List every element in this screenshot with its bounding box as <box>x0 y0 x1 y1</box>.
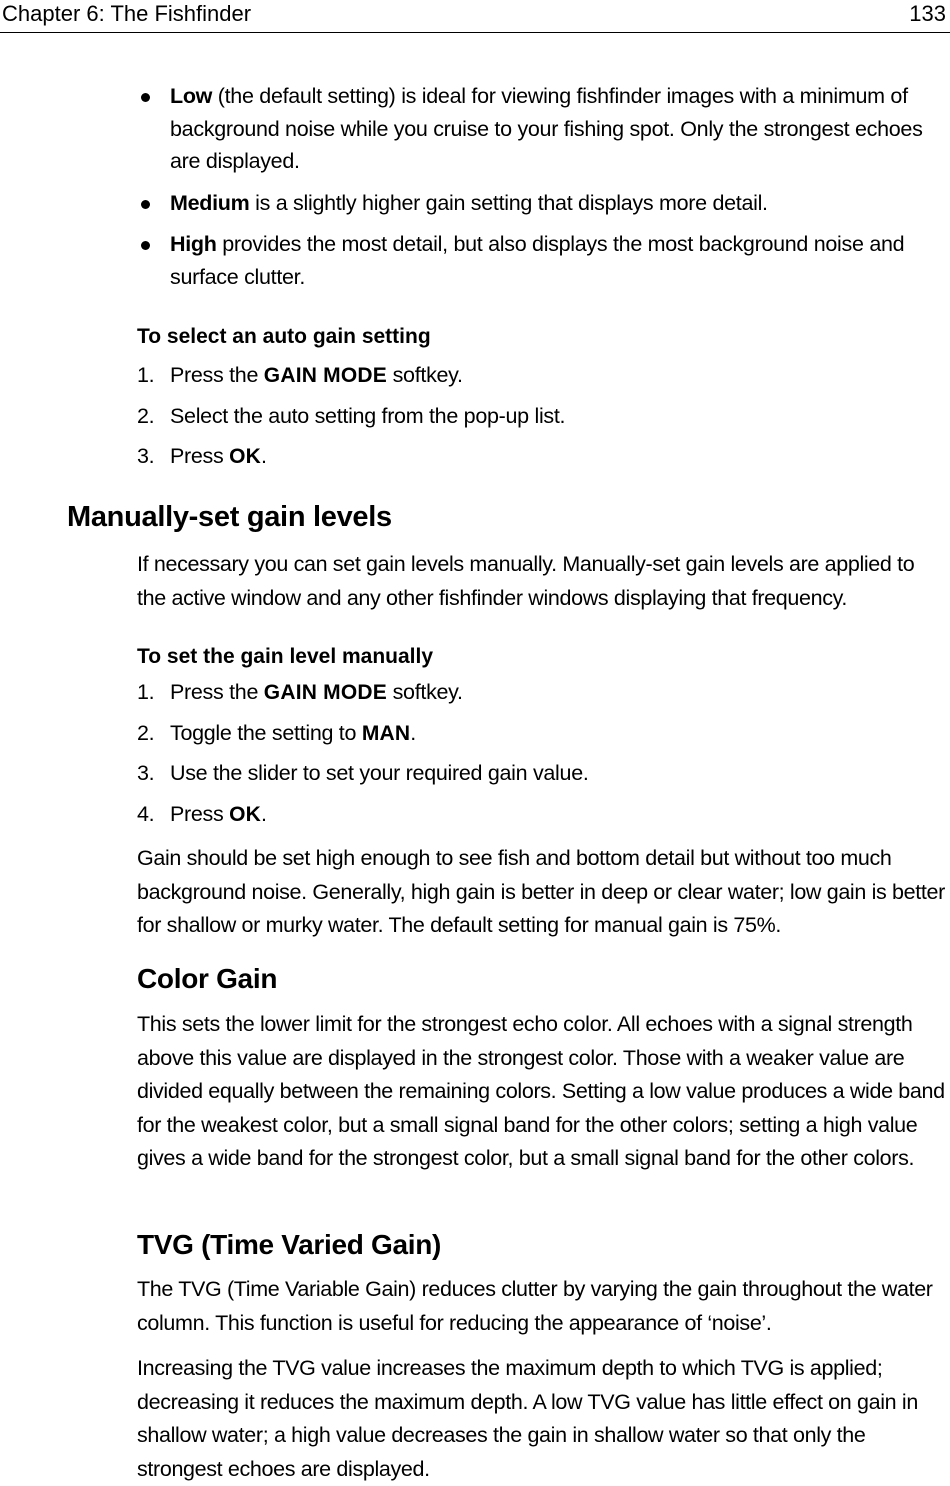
softkey-label: OK <box>229 802 262 826</box>
step-text: Press <box>170 801 230 826</box>
auto-gain-steps <box>137 360 937 482</box>
step-text: . <box>261 801 267 826</box>
manual-gain-steps <box>137 677 937 839</box>
step-item <box>137 441 937 482</box>
section-heading: TVG (Time Varied Gain) <box>137 1229 442 1260</box>
page-number: 133 <box>909 1 946 26</box>
step-item <box>137 799 937 840</box>
step-text: Use the slider to set your required gain value. <box>170 761 589 785</box>
step-text: Press <box>170 444 230 468</box>
step-item <box>137 718 937 759</box>
tvg-paragraph-2: Increasing the TVG value increases the maximum depth to which TVG is applied; decreasing it reduces the maximum depth. A low TVG value has little effect on gain in shallow water; a high value decreases the gain in shallow water so that only the strongest echoes are displayed. <box>137 1356 918 1481</box>
softkey-label: OK <box>229 445 262 468</box>
option-term: Medium <box>170 190 250 215</box>
procedure-title: To set the gain level manually <box>137 645 434 668</box>
list-item <box>138 228 948 293</box>
step-item <box>137 758 937 799</box>
step-text: Press the <box>170 363 264 387</box>
step-number: 2. <box>137 720 155 745</box>
chapter-title: Chapter 6: The Fishfinder <box>2 1 252 26</box>
tvg-paragraph-1: The TVG (Time Variable Gain) reduces clutter by varying the gain throughout the water column. This function is useful for reducing the appearance of ‘noise’. <box>137 1277 933 1335</box>
color-gain-text: This sets the lower limit for the strongest echo color. All echoes with a signal strength above this value are displayed in the strongest color. Those with a weaker value are divided equally between the remaining colors. Setting a low value produces a wide band for the weakest color, but a small signal band for the other colors; setting a high value gives a wide band for the strongest color, but a small signal band for the other colors. <box>137 1012 945 1170</box>
option-text: provides the most detail, but also displays the most background noise and surface clutter. <box>170 232 905 289</box>
bullet-icon <box>141 93 150 102</box>
manual-gain-note: Gain should be set high enough to see fish and bottom detail but without too much background noise. Generally, high gain is better in deep or clear water; low gain is better for shallow or murky water. The default setting for manual gain is 75%. <box>137 846 945 937</box>
step-text: Toggle the setting to <box>170 720 362 745</box>
section-heading: Manually-set gain levels <box>67 501 392 533</box>
step-number: 1. <box>137 363 155 387</box>
step-text: . <box>410 720 416 745</box>
softkey-label: GAIN MODE <box>263 681 387 704</box>
option-term: High <box>170 232 217 256</box>
step-number: 4. <box>137 801 155 826</box>
step-item <box>137 401 937 442</box>
bullet-icon <box>141 241 150 250</box>
auto-gain-options-list <box>138 80 948 302</box>
step-item <box>137 677 937 718</box>
step-number: 3. <box>137 761 155 785</box>
step-number: 1. <box>137 680 155 704</box>
step-text: softkey. <box>386 363 463 387</box>
step-text: Press the <box>170 680 264 704</box>
option-text: (the default setting) is ideal for viewing fishfinder images with a minimum of background noise while you cruise to your fishing spot. Only the strongest echoes are displayed. <box>170 84 923 173</box>
softkey-label: GAIN MODE <box>263 364 387 387</box>
page-header <box>0 0 950 33</box>
procedure-title: To select an auto gain setting <box>137 325 431 348</box>
bullet-icon <box>141 200 150 209</box>
section-heading: Color Gain <box>137 963 278 994</box>
setting-label: MAN <box>361 721 411 745</box>
option-term: Low <box>170 84 213 108</box>
step-text: Select the auto setting from the pop-up list. <box>170 403 566 428</box>
step-number: 2. <box>137 403 155 428</box>
list-item <box>138 187 948 220</box>
step-number: 3. <box>137 444 155 468</box>
step-item <box>137 360 937 401</box>
manual-intro: If necessary you can set gain levels manually. Manually-set gain levels are applied to the active window and any other fishfinder windows displaying that frequency. <box>137 552 915 610</box>
step-text: . <box>261 444 267 468</box>
step-text: softkey. <box>386 680 463 704</box>
option-text: is a slightly higher gain setting that displays more detail. <box>249 190 768 215</box>
list-item <box>138 80 948 178</box>
